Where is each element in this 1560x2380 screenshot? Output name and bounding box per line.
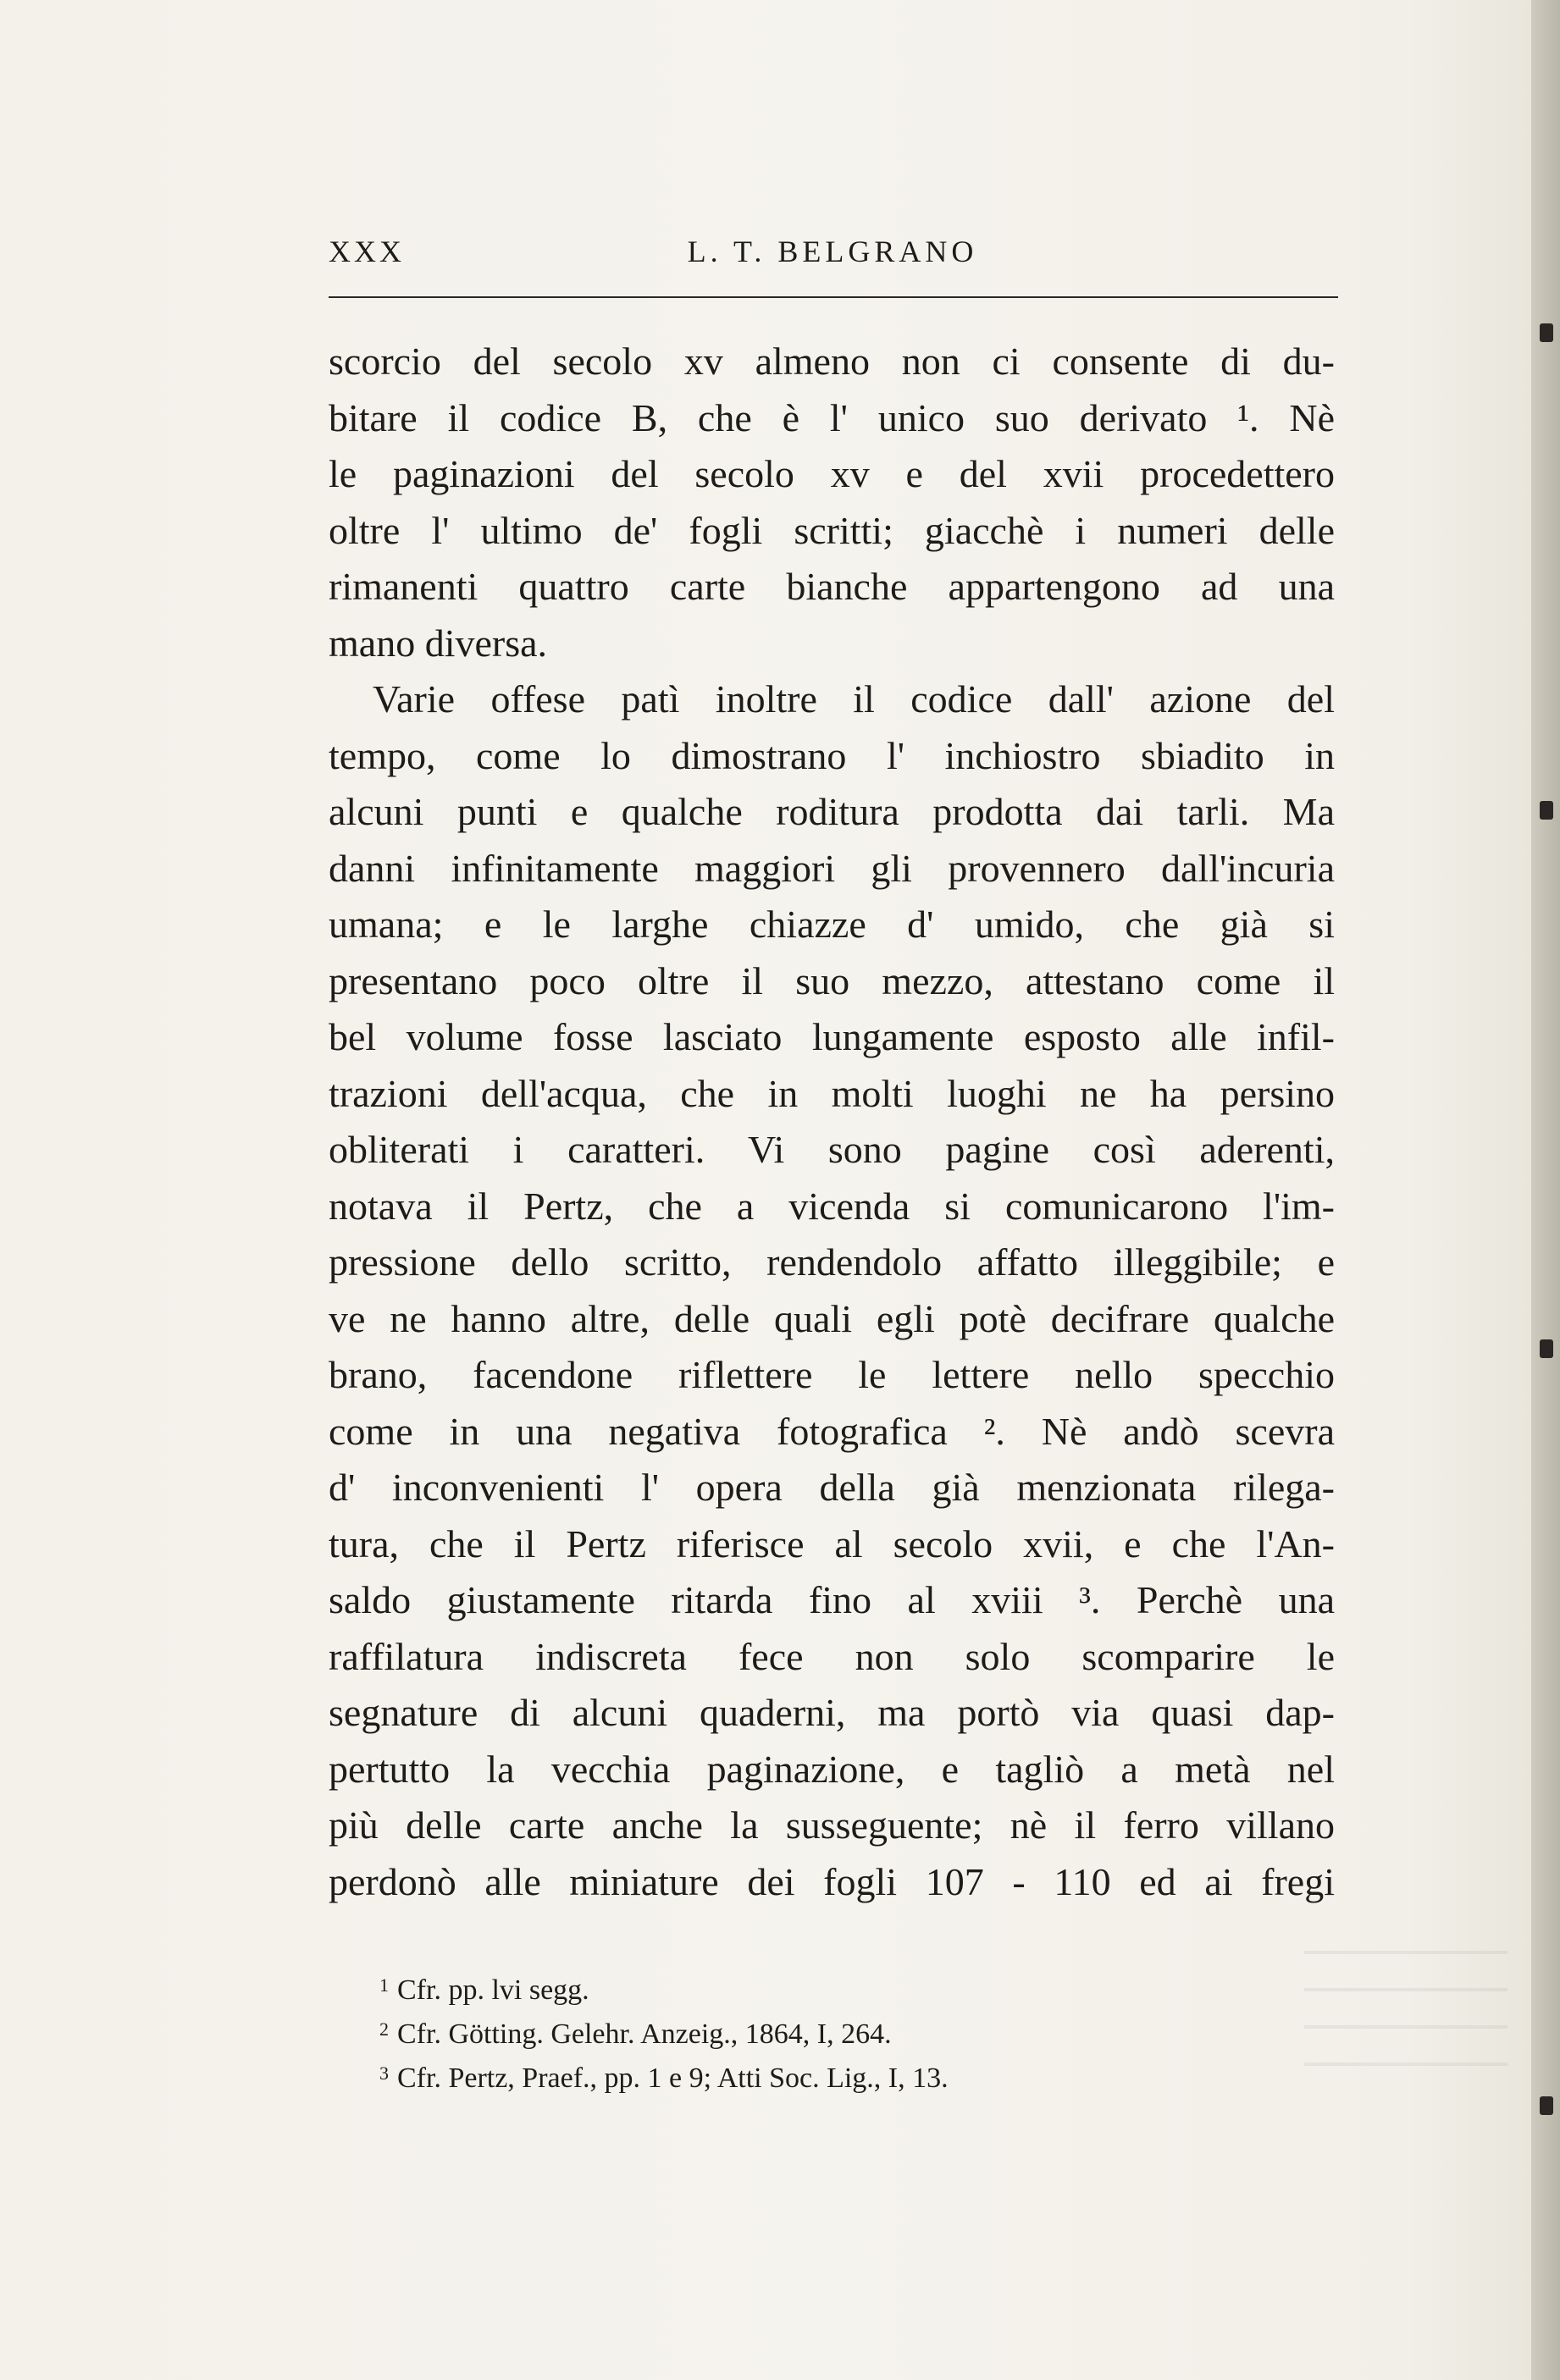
footnote (379, 2054, 1311, 2098)
text-line: rimanenti quattro carte bianche appartengono ad una (329, 565, 1335, 608)
text-line: più delle carte anche la susseguente; nè il ferro villano (329, 1803, 1335, 1847)
text-line: bel volume fosse lasciato lungamente esposto alle infil- (329, 1015, 1335, 1058)
text-line: le paginazioni del secolo xv e del xvii procedettero (329, 452, 1335, 495)
text-line: umana; e le larghe chiazze d' umido, che già si (329, 903, 1335, 946)
running-head-author: L. T. BELGRANO (687, 235, 978, 268)
text-line: presentano poco oltre il suo mezzo, attestano come il (329, 958, 1335, 1002)
text-line: alcuni punti e qualche roditura prodotta dai tarli. Ma (329, 790, 1335, 833)
footnote-mark: 2 (379, 2018, 389, 2040)
footnote-mark: 1 (379, 1974, 389, 1996)
binding-mark (1540, 1339, 1553, 1358)
text-line: obliterati i caratteri. Vi sono pagine così aderenti, (329, 1128, 1335, 1171)
text-line: trazioni dell'acqua, che in molti luoghi ne ha persino (329, 1071, 1335, 1115)
text-line: bitare il codice B, che è l' unico suo derivato ¹. Nè (329, 395, 1335, 439)
text-line: brano, facendone riflettere le lettere nello specchio (329, 1353, 1335, 1396)
footnote-mark: 3 (379, 2062, 389, 2084)
text-line: come in una negativa fotografica ². Nè andò scevra (329, 1409, 1335, 1453)
text-line: tura, che il Pertz riferisce al secolo xvii, e che l'An- (329, 1521, 1335, 1565)
footnote-text: Cfr. Götting. Gelehr. Anzeig., 1864, I, 264. (397, 2018, 892, 2050)
text-line: mano diversa. (329, 621, 548, 665)
footnote-text: Cfr. Pertz, Praef., pp. 1 e 9; Atti Soc. Lig., I, 13. (397, 2062, 949, 2094)
text-line: d' inconvenienti l' opera della già menzionata rilega- (329, 1466, 1335, 1509)
footnote-text: Cfr. pp. lvi segg. (397, 1974, 589, 2006)
binding-mark (1540, 801, 1553, 820)
text-line: pertutto la vecchia paginazione, e tagliò a metà nel (329, 1747, 1335, 1791)
text-line: perdonò alle miniature dei fogli 107 - 110 ed ai fregi (329, 1859, 1335, 1903)
text-line: saldo giustamente ritarda fino al xviii ³. Perchè una (329, 1578, 1335, 1621)
text-line: oltre l' ultimo de' fogli scritti; giacchè i numeri delle (329, 508, 1335, 552)
running-head (329, 234, 1336, 278)
text-line: raffilatura indiscreta fece non solo scomparire le (329, 1634, 1335, 1678)
footnote (379, 2010, 1311, 2054)
text-line: notava il Pertz, che a vicenda si comunicarono l'im- (329, 1184, 1335, 1228)
text-line: scorcio del secolo xv almeno non ci consente di du- (329, 340, 1335, 383)
page-number: XXX (329, 235, 405, 268)
page-edge (1531, 0, 1560, 2380)
body-text (329, 334, 1335, 1910)
header-rule (329, 296, 1338, 298)
text-line: segnature di alcuni quaderni, ma portò via quasi dap- (329, 1691, 1335, 1734)
footnotes (379, 1966, 1311, 2098)
binding-mark (1540, 323, 1553, 342)
text-line: ve ne hanno altre, delle quali egli potè decifrare qualche (329, 1296, 1335, 1340)
footnote (379, 1966, 1311, 2010)
binding-mark (1540, 2096, 1553, 2115)
show-through-text (1304, 1939, 1507, 2091)
text-line: tempo, come lo dimostrano l' inchiostro sbiadito in (329, 733, 1335, 777)
text-line: danni infinitamente maggiori gli provennero dall'incuria (329, 846, 1335, 890)
text-line: pressione dello scritto, rendendolo affatto illeggibile; e (329, 1240, 1335, 1284)
text-line: Varie offese patì inoltre il codice dall' azione del (373, 677, 1335, 721)
